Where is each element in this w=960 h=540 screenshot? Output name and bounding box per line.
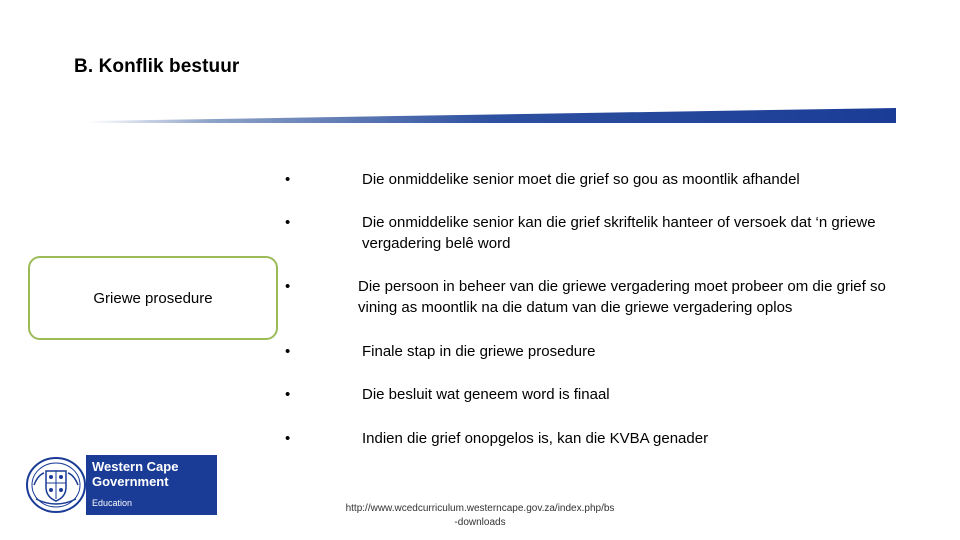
source-url-line-2[interactable]: -downloads xyxy=(454,517,506,528)
logo-panel xyxy=(86,455,217,515)
list-item-text: Die persoon in beheer van die griewe vergadering moet probeer om die grief so vining as moontlik na die datum van die griewe vergadering oplos xyxy=(358,278,886,316)
list-item-text: Die onmiddelike senior moet die grief so gou as moontlik afhandel xyxy=(362,171,800,188)
western-cape-government-logo xyxy=(24,455,218,515)
list-item-text: Die besluit wat geneem word is finaal xyxy=(362,386,610,403)
griewe-prosedure-box xyxy=(28,256,278,340)
source-url[interactable] xyxy=(310,502,650,530)
slide-title: B. Konflik bestuur xyxy=(74,56,240,77)
list-item-text: Finale stap in die griewe prosedure xyxy=(362,343,596,360)
bullet-icon: • xyxy=(285,430,291,447)
bullet-icon: • xyxy=(285,278,291,295)
bullet-icon: • xyxy=(285,386,291,403)
logo-line-2: Government xyxy=(92,474,169,489)
coat-of-arms-icon xyxy=(24,455,88,515)
box-label: Griewe prosedure xyxy=(93,289,213,307)
bullet-icon: • xyxy=(285,343,291,360)
list-item-text: Die onmiddelike senior kan die grief skriftelik hanteer of versoek dat ‘n griewe vergadering belê word xyxy=(362,214,876,252)
title-divider xyxy=(88,104,896,126)
bullet-icon: • xyxy=(285,214,291,231)
source-url-line-1[interactable]: http://www.wcedcurriculum.westerncape.gov.za/index.php/bs xyxy=(345,503,615,514)
logo-line-1: Western Cape xyxy=(92,459,179,474)
logo-line-3: Education xyxy=(92,498,133,508)
list-item-text: Indien die grief onopgelos is, kan die KVBA genader xyxy=(362,430,709,447)
bullet-icon: • xyxy=(285,171,291,188)
